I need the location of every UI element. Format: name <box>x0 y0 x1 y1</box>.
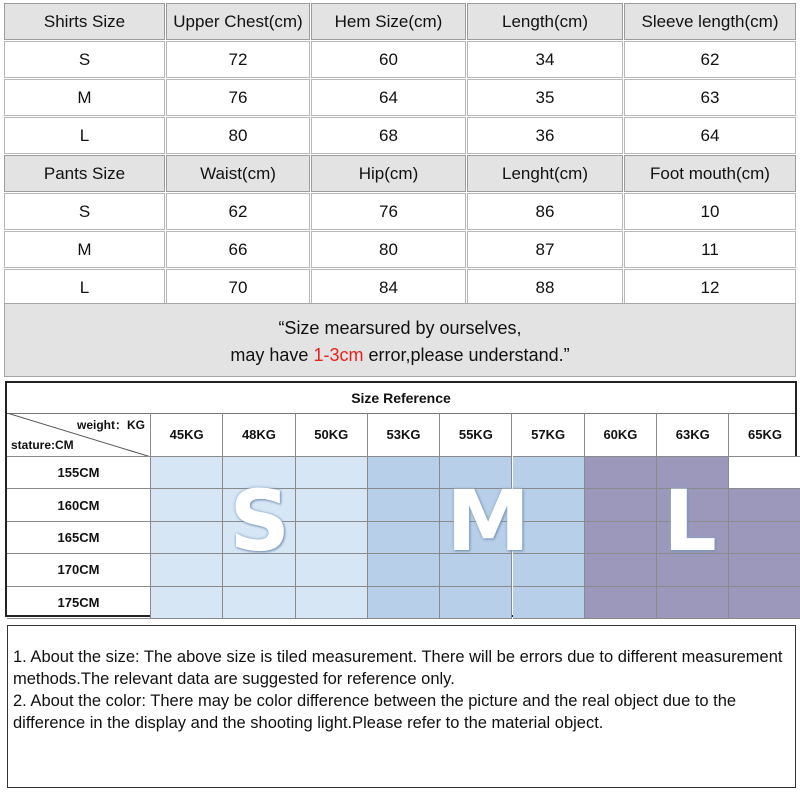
header-cell: Lenght(cm) <box>467 155 623 192</box>
stature-axis-label: stature:CM <box>11 438 74 452</box>
shirts-header-row <box>4 3 796 40</box>
size-cell-s <box>223 457 295 489</box>
size-cell-l <box>729 489 800 521</box>
size-cell-m <box>513 489 585 521</box>
size-cell-m <box>368 489 440 521</box>
table-cell: 11 <box>624 231 796 268</box>
table-cell: S <box>4 41 165 78</box>
size-cell-s <box>151 522 223 554</box>
size-cell-l <box>657 457 729 489</box>
header-cell: Hem Size(cm) <box>311 3 466 40</box>
table-cell: 68 <box>311 117 466 154</box>
table-cell: 86 <box>467 193 623 230</box>
weight-header: 50KG <box>296 413 368 457</box>
table-cell: 84 <box>311 269 466 306</box>
weight-axis-label: weight：KG <box>77 418 145 432</box>
size-cell-s <box>223 554 295 586</box>
error-range: 1-3cm <box>313 345 364 365</box>
size-reference-chart <box>5 381 797 617</box>
table-cell: L <box>4 269 165 306</box>
size-cell-l <box>729 554 800 586</box>
size-cell-s <box>151 554 223 586</box>
weight-header: 53KG <box>368 413 440 457</box>
disclaimer-line-2 <box>5 342 795 369</box>
weight-header: 60KG <box>585 413 657 457</box>
table-cell: 76 <box>166 79 310 116</box>
size-cell-m <box>368 587 440 619</box>
size-cell-m <box>440 522 512 554</box>
table-cell: L <box>4 117 165 154</box>
table-cell: 10 <box>624 193 796 230</box>
size-cell-m <box>513 522 585 554</box>
stature-label: 165CM <box>7 522 151 554</box>
table-row <box>4 269 796 306</box>
size-cell-l <box>729 587 800 619</box>
table-cell: 60 <box>311 41 466 78</box>
size-cell-s <box>296 457 368 489</box>
stature-label: 170CM <box>7 554 151 586</box>
axis-corner-cell <box>7 413 151 457</box>
table-cell: M <box>4 231 165 268</box>
size-cell-l <box>657 489 729 521</box>
size-cell-m <box>513 457 585 489</box>
size-cell-s <box>151 457 223 489</box>
size-cell-s <box>296 489 368 521</box>
table-row <box>4 231 796 268</box>
note-color: 2. About the color: There may be color difference between the picture and the real object due to the difference in the display and the shooting light.Please refer to the material object. <box>13 692 737 732</box>
table-cell: 36 <box>467 117 623 154</box>
measurement-disclaimer <box>4 303 796 377</box>
table-cell: 88 <box>467 269 623 306</box>
header-cell: Pants Size <box>4 155 165 192</box>
weight-header: 48KG <box>223 413 295 457</box>
table-cell: M <box>4 79 165 116</box>
header-cell: Hip(cm) <box>311 155 466 192</box>
table-cell: 72 <box>166 41 310 78</box>
header-cell: Shirts Size <box>4 3 165 40</box>
size-cell-l <box>585 587 657 619</box>
size-cell-l <box>585 457 657 489</box>
table-cell: 34 <box>467 41 623 78</box>
table-row <box>4 193 796 230</box>
weight-header: 65KG <box>729 413 800 457</box>
table-cell: 66 <box>166 231 310 268</box>
weight-header: 57KG <box>513 413 585 457</box>
size-cell-s <box>296 587 368 619</box>
header-cell: Waist(cm) <box>166 155 310 192</box>
pants-header-row <box>4 155 796 192</box>
size-cell-l <box>657 522 729 554</box>
table-cell: 62 <box>166 193 310 230</box>
size-cell-s <box>223 587 295 619</box>
size-zone-letter-l: L <box>663 472 717 570</box>
size-cell-m <box>440 554 512 586</box>
table-row <box>4 41 796 78</box>
size-cell-l <box>585 554 657 586</box>
size-cell-l <box>585 522 657 554</box>
table-cell: 80 <box>311 231 466 268</box>
table-cell: 35 <box>467 79 623 116</box>
size-cell-l <box>585 489 657 521</box>
size-cell-m <box>440 587 512 619</box>
header-cell: Length(cm) <box>467 3 623 40</box>
disclaimer-line-1: “Size mearsured by ourselves, <box>278 318 522 338</box>
size-cell-l <box>657 554 729 586</box>
size-cell-m <box>368 457 440 489</box>
size-cell-s <box>151 489 223 521</box>
size-cell-empty <box>729 457 800 489</box>
table-cell: 87 <box>467 231 623 268</box>
disclaimer-text: error,please understand.” <box>363 345 570 365</box>
disclaimer-text: may have <box>230 345 314 365</box>
size-reference-title: Size Reference <box>7 383 795 414</box>
size-cell-m <box>513 554 585 586</box>
table-cell: 70 <box>166 269 310 306</box>
measurement-table <box>4 3 796 306</box>
size-cell-l <box>729 522 800 554</box>
size-cell-m <box>440 457 512 489</box>
size-cell-m <box>368 522 440 554</box>
weight-header: 45KG <box>151 413 223 457</box>
table-cell: 12 <box>624 269 796 306</box>
table-cell: 62 <box>624 41 796 78</box>
size-cell-s <box>151 587 223 619</box>
table-row <box>4 79 796 116</box>
size-zone-letter-m: M <box>446 472 530 570</box>
size-cell-m <box>440 489 512 521</box>
size-cell-l <box>657 587 729 619</box>
table-cell: 80 <box>166 117 310 154</box>
size-cell-s <box>296 554 368 586</box>
weight-header: 55KG <box>440 413 512 457</box>
table-cell: S <box>4 193 165 230</box>
header-cell: Foot mouth(cm) <box>624 155 796 192</box>
header-cell: Sleeve length(cm) <box>624 3 796 40</box>
size-cell-s <box>296 522 368 554</box>
size-cell-s <box>223 522 295 554</box>
size-cell-m <box>368 554 440 586</box>
stature-label: 175CM <box>7 587 151 619</box>
table-cell: 76 <box>311 193 466 230</box>
table-cell: 64 <box>624 117 796 154</box>
header-cell: Upper Chest(cm) <box>166 3 310 40</box>
table-row <box>4 117 796 154</box>
note-size: 1. About the size: The above size is tiled measurement. There will be errors due to different measurement methods.The relevant data are suggested for reference only. <box>13 648 783 688</box>
stature-label: 160CM <box>7 489 151 521</box>
table-cell: 63 <box>624 79 796 116</box>
table-cell: 64 <box>311 79 466 116</box>
size-cell-m <box>513 587 585 619</box>
stature-label: 155CM <box>7 457 151 489</box>
weight-header: 63KG <box>657 413 729 457</box>
size-cell-s <box>223 489 295 521</box>
size-zone-letter-s: S <box>229 472 290 570</box>
notes-box <box>7 625 796 788</box>
